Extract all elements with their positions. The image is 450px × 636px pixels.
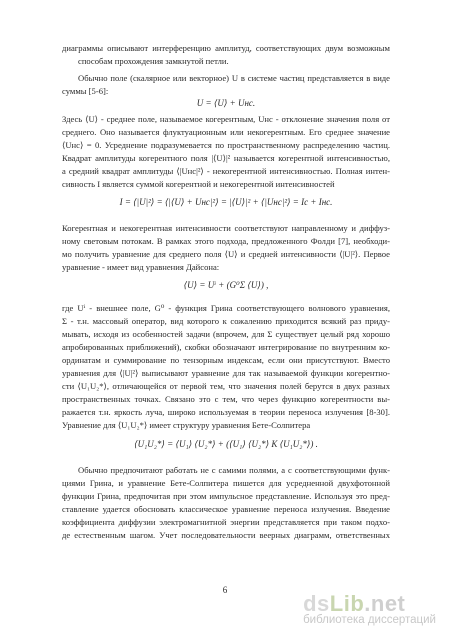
text-line: ному световым потокам. В рамках этого подхода, предложенного Фолди [7], необходи-: [62, 236, 390, 246]
text-line: Когерентная и некогерентная интенсивности соответствуют направленному и диффуз-: [62, 223, 390, 233]
text-line: ⟨Uнс⟩ = 0. Усреднение подразумевается по пространственному распределению частиц.: [62, 140, 390, 150]
text-line: де естественным шагом. Учет последовательности веерных диаграмм, ответственных: [62, 530, 390, 540]
text-line: ражается т.н. яркость луча, широко используемая в теории переноса излучения [8-30].: [62, 407, 390, 417]
text-line: функции Грина, предпочитая при этом импульсное представление. Используя это пред-: [62, 491, 390, 501]
text-line: уравнение - имеет вид уравнения Дайсона:: [62, 262, 220, 272]
equation: ⟨U⟩ = Uⁱ + (G⁰Σ ⟨U⟩) ,: [183, 280, 269, 290]
equation: I = ⟨|U|²⟩ = ⟨|⟨U⟩ + Uнс|²⟩ = |⟨U⟩|² + ⟨|Uнс|²⟩ = Iс + Iнс.: [119, 197, 333, 207]
text-line: Уравнение для ⟨U₁U₂*⟩ имеет структуру уравнения Бете-Солпитера: [62, 420, 311, 430]
watermark-brand-ds: ds: [303, 591, 330, 616]
text-line: коэффициента диффузии электромагнитной энергии представляется при таком подхо-: [62, 517, 390, 527]
text-line: суммы [5-6]:: [62, 86, 109, 96]
watermark-brand-net: .net: [364, 591, 406, 616]
text-line: сивность I является суммой когерентной и некогерентной интенсивностей: [62, 179, 335, 189]
text-line: где Uⁱ - внешнее поле, G⁰ - функция Грина соответствующего волнового уравнения,: [62, 303, 390, 313]
watermark-subtitle: библиотека диссертаций: [303, 614, 436, 626]
watermark-brand-lib: Lib: [329, 591, 365, 616]
equation: ⟨U₁U₂*⟩ = ⟨U₁⟩ ⟨U₂*⟩ + (⟨U₁⟩ ⟨U₂*⟩ K ⟨U₁U₂*⟩) .: [134, 439, 318, 449]
text-line: циями Грина, и уравнение Бете-Солпитера пишется для усредненной двухфотонной: [62, 478, 390, 488]
text-line: пространственных точках. Связано это с тем, что через функцию когерентности вы-: [62, 394, 390, 404]
text-line: Квадрат амплитуды когерентного поля |⟨U⟩|² называется когерентной интенсивностью,: [62, 153, 390, 163]
text-line: сти ⟨U₁U₂*⟩, отличающейся от первой тем, что значения полей берутся в двух разных: [62, 381, 390, 391]
text-line: а средний квадрат амплитуды ⟨|Uнс|²⟩ - некогерентной интенсивностью. Полная интен-: [62, 166, 390, 176]
text-line: мо получить уравнение для среднего поля ⟨U⟩ и средней интенсивности ⟨|U|²⟩. Первое: [62, 249, 390, 259]
text-line: Обычно предпочитают работать не с самими полями, а с соответствующими функ-: [78, 465, 390, 475]
text-line: ординатам и суммирование по тензорным индексам, если они присутствуют. Вместо: [62, 355, 390, 365]
text-line: способам прохождения замкнутой петли.: [78, 56, 229, 66]
text-line: среднего. Оно называется флуктуационным или некогерентным. Его среднее значение: [62, 127, 390, 137]
text-line: Здесь ⟨U⟩ - среднее поле, называемое когерентным, Uнс - отклонение значения поля от: [62, 114, 390, 124]
text-line: мывать, исходя из особенностей задачи (впрочем, для Σ существует целый ряд хорошо: [62, 329, 390, 339]
watermark-logo: [303, 591, 436, 626]
equation: U = ⟨U⟩ + Uнс.: [196, 98, 256, 108]
text-line: ставление удается обосновать классическое уравнение переноса излучения. Введение: [62, 504, 390, 514]
text-line: Σ - т.н. массовый оператор, вид которого к сожалению приходится всякий раз приду-: [62, 316, 390, 326]
text-line: Обычно поле (скалярное или векторное) U в системе частиц представляется в виде: [78, 73, 390, 83]
text-line: уравнения для ⟨|U|²⟩ выписывают уравнение для так называемой функции когерентно-: [62, 368, 390, 378]
page-number: 6: [222, 585, 228, 595]
text-line: апробированных приближений), скобки обозначают интегрирование по внутренним ко-: [62, 342, 390, 352]
text-line: диаграммы описывают интерференцию амплитуд, соответствующих двум возможным: [62, 43, 390, 53]
